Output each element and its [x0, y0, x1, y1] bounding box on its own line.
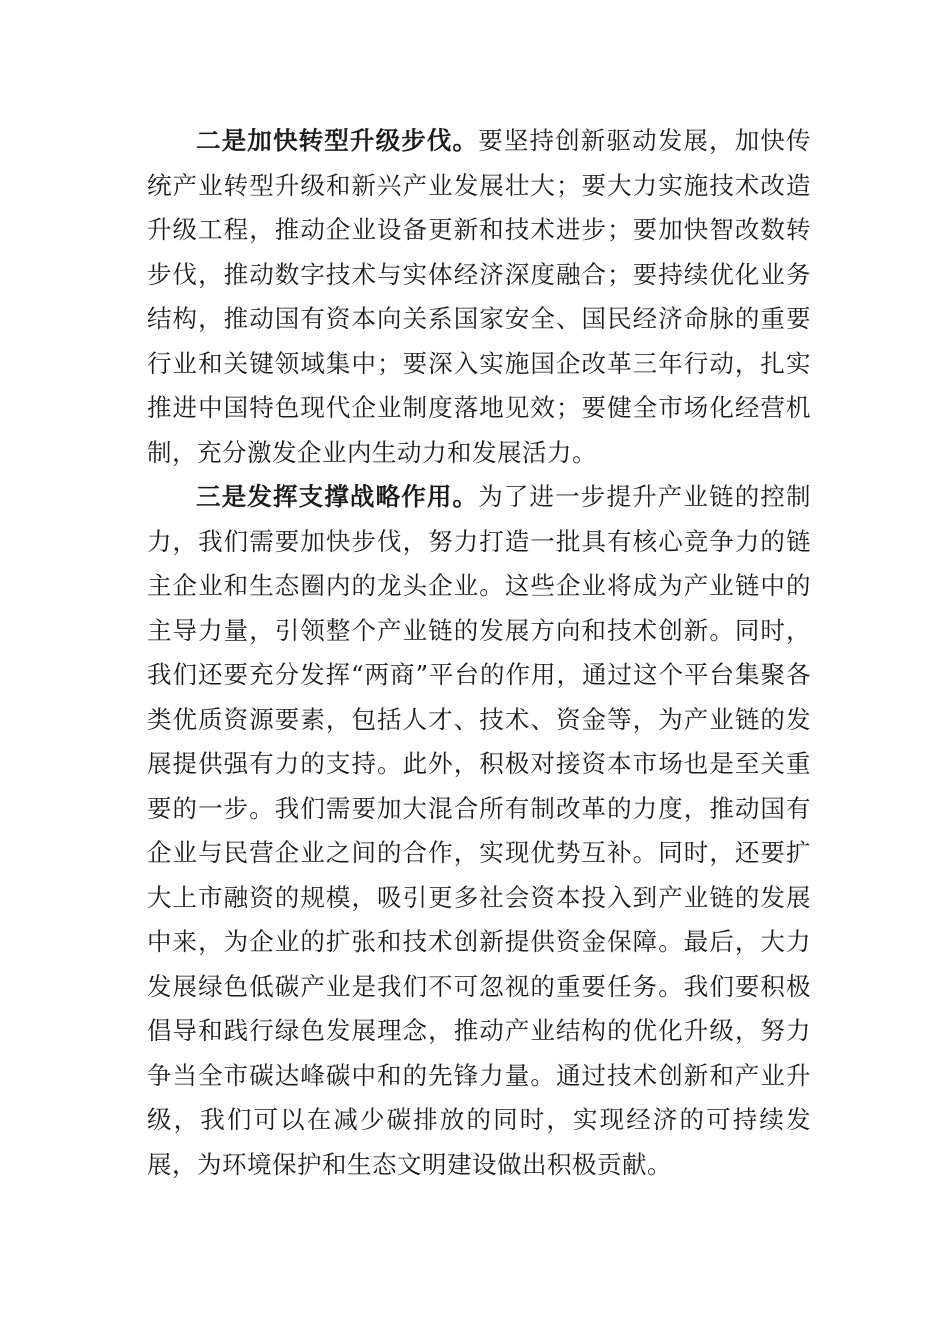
- paragraph-heading: 二是加快转型升级步伐。: [196, 126, 479, 155]
- paragraph-heading: 三是发挥支撑战略作用。: [196, 482, 479, 511]
- paragraph-text: 为了进一步提升产业链的控制力，我们需要加快步伐，努力打造一批具有核心竞争力的链主企业和生态圈内的龙头企业。这些企业将成为产业链中的主导力量，引领整个产业链的发展方向和技术创新。同时，我们还要充分发挥“两商”平台的作用，通过这个平台集聚各类优质资源要素，包括人才、技术、资金等，为产业链的发展提供强有力的支持。此外，积极对接资本市场也是至关重要的一步。我们需要加大混合所有制改革的力度，推动国有企业与民营企业之间的合作，实现优势互补。同时，还要扩大上市融资的规模，吸引更多社会资本投入到产业链的发展中来，为企业的扩张和技术创新提供资金保障。最后，大力发展绿色低碳产业是我们不可忽视的重要任务。我们要积极倡导和践行绿色发展理念，推动产业结构的优化升级，努力争当全市碳达峰碳中和的先锋力量。通过技术创新和产业升级，我们可以在减少碳排放的同时，实现经济的可持续发展，为环境保护和生态文明建设做出积极贡献。: [147, 482, 812, 1179]
- paragraph-strategic-support: [147, 475, 811, 1187]
- paragraph-text: 要坚持创新驱动发展，加快传统产业转型升级和新兴产业发展壮大；要大力实施技术改造升级工程，推动企业设备更新和技术进步；要加快智改数转步伐，推动数字技术与实体经济深度融合；要持续优化业务结构，推动国有资本向关系国家安全、国民经济命脉的重要行业和关键领域集中；要深入实施国企改革三年行动，扎实推进中国特色现代企业制度落地见效；要健全市场化经营机制，充分激发企业内生动力和发展活力。: [147, 126, 812, 467]
- document-body: [147, 119, 811, 1187]
- paragraph-transformation: [147, 119, 811, 475]
